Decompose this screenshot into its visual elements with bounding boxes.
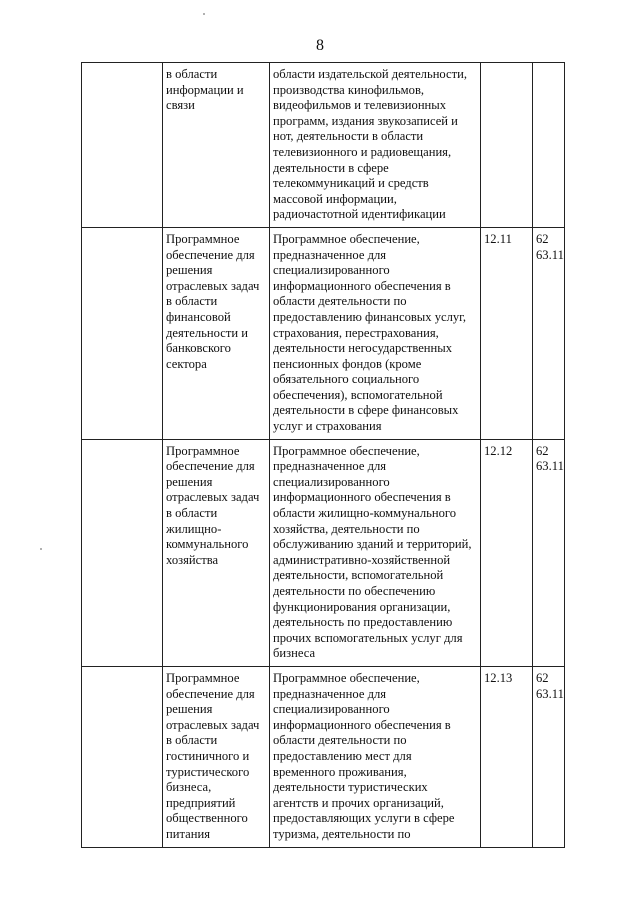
table-row — [82, 227, 565, 439]
table-row — [82, 63, 565, 228]
software-class-description-line: услуг и страхования — [273, 419, 382, 434]
software-class-name-line: в области — [166, 506, 218, 521]
software-class-description-line: деятельность по предоставлению — [273, 615, 453, 630]
row-number-cell — [82, 227, 163, 439]
software-class-description-line: специализированного — [273, 263, 390, 278]
software-class-description-line: страхования, перестрахования, — [273, 325, 439, 340]
software-class-name-line: обеспечение для — [166, 686, 255, 701]
software-class-description-line: агентств и прочих организаций, — [273, 795, 444, 810]
software-class-name-line: общественного — [166, 811, 248, 826]
software-class-description-line: видеофильмов и телевизионных — [273, 98, 447, 113]
okved-code: 62 — [536, 670, 549, 685]
software-class-name-line: питания — [166, 826, 210, 841]
software-class-description-line: Программное обеспечение, — [273, 670, 420, 685]
software-class-description-line: телекоммуникаций и средств — [273, 176, 429, 191]
software-class-name-line: хозяйства — [166, 552, 219, 567]
software-class-description-line: Программное обеспечение, — [273, 443, 420, 458]
class-code-cell — [481, 227, 533, 439]
okved-code-cell — [533, 227, 565, 439]
software-class-description-line: обслуживанию зданий и территорий, — [273, 537, 472, 552]
software-class-description-line: телевизионного и радиовещания, — [273, 144, 452, 159]
software-class-description-cell — [270, 439, 481, 666]
software-class-name-line: бизнеса, — [166, 780, 212, 795]
table-row — [82, 439, 565, 666]
okved-code: 63.11 — [536, 459, 564, 474]
software-class-name-cell — [163, 63, 270, 228]
page-number: 8 — [316, 37, 324, 54]
software-class-description-line: туризма, деятельности по — [273, 826, 411, 841]
software-class-description-line: бизнеса — [273, 646, 316, 661]
software-class-name-line: Программное — [166, 443, 240, 458]
classifier-table — [81, 62, 565, 848]
software-class-name-cell — [163, 666, 270, 847]
software-class-description-line: временного проживания, — [273, 764, 407, 779]
software-class-description-line: хозяйства, деятельности по — [273, 521, 420, 536]
class-code: 12.11 — [484, 231, 512, 246]
software-class-name-line: решения — [166, 263, 213, 278]
row-number-cell — [82, 439, 163, 666]
software-class-description-line: нот, деятельности в области — [273, 129, 424, 144]
software-class-name-line: гостиничного и — [166, 748, 250, 763]
software-class-description-line: административно-хозяйственной — [273, 552, 451, 567]
software-class-description-line: специализированного — [273, 474, 390, 489]
okved-code: 63.11 — [536, 686, 564, 701]
class-code-cell — [481, 666, 533, 847]
software-class-description-line: обеспечения), вспомогательной — [273, 387, 443, 402]
software-class-description-cell — [270, 666, 481, 847]
software-class-description-line: производства кинофильмов, — [273, 82, 425, 97]
software-class-name-line: отраслевых задач — [166, 278, 260, 293]
software-class-description-line: деятельности в сфере финансовых — [273, 403, 459, 418]
software-class-name-line: отраслевых задач — [166, 717, 260, 732]
software-class-description-line: области жилищно-коммунального — [273, 506, 457, 521]
software-class-description-line: предоставлению финансовых услуг, — [273, 309, 467, 324]
software-class-name-line: жилищно- — [166, 521, 222, 536]
software-class-name-line: отраслевых задач — [166, 490, 260, 505]
software-class-name-line: финансовой — [166, 309, 231, 324]
class-code: 12.13 — [484, 670, 513, 685]
software-class-name-line: связи — [166, 98, 195, 113]
software-class-name-line: банковского — [166, 341, 231, 356]
software-class-description-line: деятельности по обеспечению — [273, 584, 436, 598]
software-class-name-line: деятельности и — [166, 325, 248, 340]
software-class-description-line: предназначенное для — [273, 686, 387, 701]
class-code-cell — [481, 63, 533, 228]
software-class-description-line: области деятельности по — [273, 733, 407, 748]
software-class-description-line: функционирования организации, — [273, 599, 451, 614]
software-class-description-line: предназначенное для — [273, 247, 387, 262]
software-class-name-line: в области — [166, 67, 218, 81]
software-class-description-line: области деятельности по — [273, 294, 407, 309]
okved-code-cell — [533, 439, 565, 666]
okved-code: 62 — [536, 231, 549, 246]
table-row — [82, 666, 565, 847]
software-class-name-line: коммунального — [166, 537, 249, 552]
software-class-name-line: Программное — [166, 670, 240, 685]
software-class-description-line: информационного обеспечения в — [273, 278, 451, 293]
software-class-description-line: деятельности, вспомогательной — [273, 568, 444, 583]
row-number-cell — [82, 63, 163, 228]
scan-mark — [40, 548, 42, 550]
row-number-cell — [82, 666, 163, 847]
okved-code-cell — [533, 666, 565, 847]
software-class-name-cell — [163, 227, 270, 439]
okved-code: 63.11 — [536, 247, 564, 262]
software-class-description-line: радиочастотной идентификации — [273, 207, 446, 222]
software-class-name-line: обеспечение для — [166, 247, 255, 262]
class-code-cell — [481, 439, 533, 666]
software-class-description-line: Программное обеспечение, — [273, 231, 420, 246]
okved-code-cell — [533, 63, 565, 228]
okved-code: 62 — [536, 443, 549, 458]
software-class-description-cell — [270, 63, 481, 228]
software-class-name-line: Программное — [166, 231, 240, 246]
software-class-description-line: массовой информации, — [273, 191, 397, 206]
software-class-name-line: информации и — [166, 82, 244, 97]
software-class-description-line: пенсионных фондов (кроме — [273, 356, 422, 371]
software-class-name-line: туристического — [166, 764, 250, 779]
software-class-name-line: обеспечение для — [166, 459, 255, 474]
software-class-description-cell — [270, 227, 481, 439]
software-class-name-line: предприятий — [166, 795, 236, 810]
software-class-description-line: информационного обеспечения в — [273, 490, 451, 505]
software-class-description-line: деятельности туристических — [273, 780, 428, 795]
software-class-description-line: деятельности негосударственных — [273, 341, 453, 356]
software-class-name-line: сектора — [166, 356, 207, 371]
software-class-name-line: решения — [166, 474, 213, 489]
software-class-description-line: информационного обеспечения в — [273, 717, 451, 732]
software-class-description-line: прочих вспомогательных услуг для — [273, 630, 463, 645]
software-class-description-line: программ, издания звукозаписей и — [273, 113, 458, 128]
software-class-description-line: предоставлению мест для — [273, 748, 412, 763]
class-code: 12.12 — [484, 443, 513, 458]
software-class-name-line: решения — [166, 702, 213, 717]
software-class-description-line: предоставляющих услуги в сфере — [273, 811, 455, 826]
software-class-name-line: в области — [166, 294, 218, 309]
software-class-description-line: области издательской деятельности, — [273, 67, 468, 81]
software-class-description-line: деятельности в сфере — [273, 160, 389, 175]
software-class-description-line: предназначенное для — [273, 459, 387, 474]
software-class-name-line: в области — [166, 733, 218, 748]
software-class-description-line: специализированного — [273, 702, 390, 717]
software-class-description-line: обязательного социального — [273, 372, 420, 387]
software-class-name-cell — [163, 439, 270, 666]
scan-mark — [203, 13, 205, 15]
